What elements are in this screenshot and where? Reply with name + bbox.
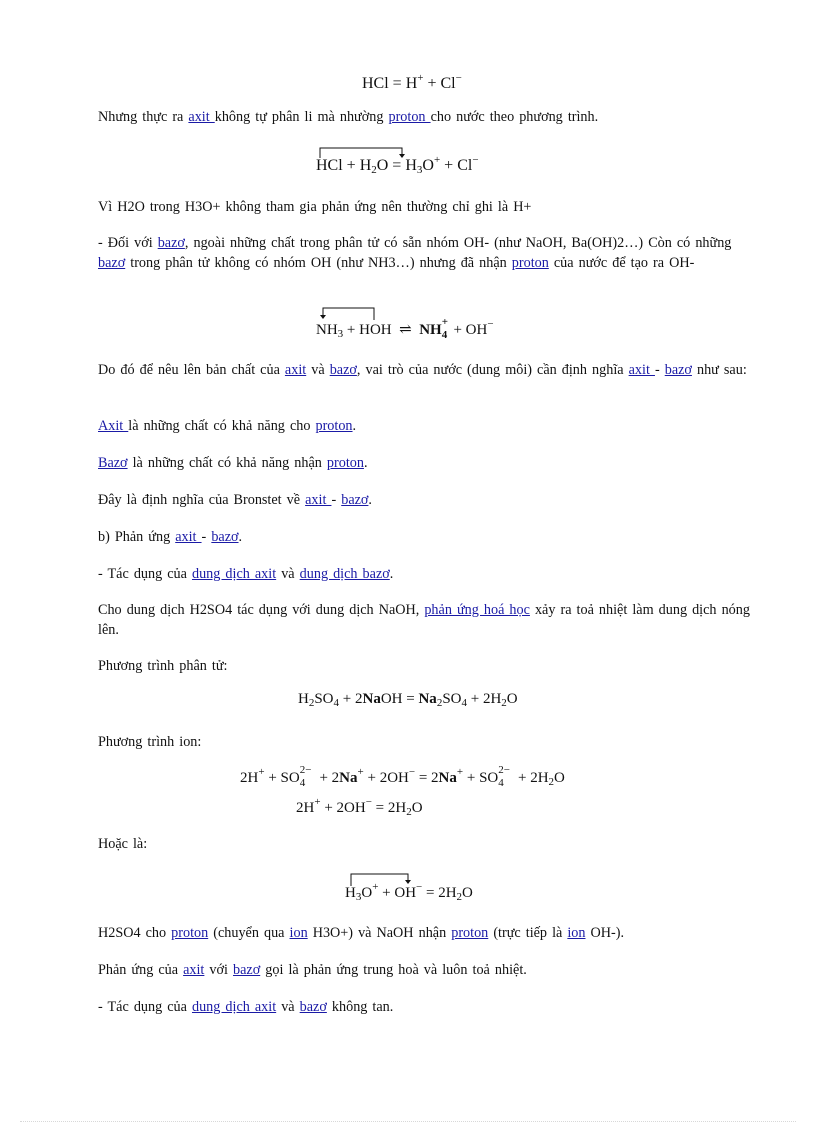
text: H2SO4 cho [98,925,172,941]
eq-text: + 2OH [320,800,366,816]
text: OH-). [585,925,625,941]
link-axit[interactable]: axit [175,529,202,545]
eq-charge: + [372,881,379,893]
equation-hcl-water [316,154,479,176]
eq-text: Na [339,770,358,786]
link-axit[interactable]: axit [305,492,332,508]
paragraph-acid-proton [98,108,758,128]
link-axit[interactable]: axit [628,362,655,378]
text: Do đó để nêu lên bản chất của [98,362,285,378]
link-bazo[interactable]: bazơ [329,362,357,378]
text: cho nước theo phương trình. [430,109,599,125]
eq-subscript: 4 [498,777,504,789]
link-dung-dich-bazo[interactable]: dung dịch bazơ [299,566,390,582]
text: xảy ra toả nhiệt làm dung dịch nóng lên. [98,602,750,638]
paragraph-bronsted [98,491,758,511]
text: không tự phân li mà nhường [214,109,389,125]
text: . [363,455,368,471]
link-dung-dich-axit[interactable]: dung dịch axit [191,999,277,1015]
eq-subscript: 2 [308,697,315,709]
text: của nước để tạo ra OH- [548,254,695,271]
paragraph-acid-definition [98,417,758,437]
eq-text: + OH [378,885,417,901]
text: , ngoài những chất trong phân tử có sẵn nhóm OH- (như NaOH, Ba(OH)2…) Còn có những [184,235,732,251]
eq-subscript: 2 [548,776,555,788]
eq-charge: − [365,796,372,808]
link-phan-ung-hoa-hoc[interactable]: phản ứng hoá học [424,602,530,618]
eq-charge: 2− [498,764,510,776]
eq-charge: + [314,796,321,808]
link-bazo[interactable]: bazơ [299,999,327,1015]
eq-subscript: 4 [441,329,448,341]
eq-text: HCl = H [362,75,418,92]
eq-text: Na [362,691,381,707]
text: là những chất có khả năng nhận [127,455,327,471]
paragraph-insoluble-base [98,998,758,1018]
link-dung-dich-axit[interactable]: dung dịch axit [191,566,277,582]
eq-text: + SO [463,770,499,786]
paragraph-water-role [98,361,758,381]
text: và [276,566,300,582]
eq-super-sub-stack [441,316,450,341]
link-axit[interactable]: axit [188,109,215,125]
eq-subscript: 4 [299,777,306,789]
link-bazo[interactable]: bazơ [341,492,369,508]
text: - Đối với [98,235,158,251]
eq-text: + 2H [514,770,549,786]
eq-charge: − [487,318,494,330]
link-proton[interactable]: proton [171,925,209,941]
eq-text: 2H [240,770,259,786]
equation-ammonia-water [316,318,494,340]
eq-text: Na [418,691,437,707]
link-bazo[interactable]: bazơ [233,962,261,978]
link-ion[interactable]: ion [289,925,308,941]
eq-charge: − [416,881,423,893]
text: . [368,492,372,508]
eq-subscript: 3 [337,328,344,340]
equation-hydronium-hydroxide [345,881,473,903]
text: (chuyển qua [208,925,290,941]
link-bazo[interactable]: bazơ [664,362,692,378]
eq-text: SO [314,691,334,707]
eq-subscript: 2 [436,697,443,709]
eq-text: HCl + H [316,157,372,174]
eq-text: O = H [376,157,417,174]
equation-molecular [298,691,518,709]
eq-text: + 2H [467,691,502,707]
eq-text: NH [316,322,338,338]
eq-text: + Cl [440,157,473,174]
eq-subscript: 3 [416,164,423,176]
text: gọi là phản ứng trung hoà và luôn toả nhiệt. [260,962,527,978]
link-proton[interactable]: proton [511,254,549,271]
eq-charge: + [258,766,265,778]
text: Đây là định nghĩa của Bronstet về [98,492,306,508]
text: Hoặc là: [98,836,148,852]
eq-charge: − [455,72,462,84]
link-bazo[interactable]: bazơ [98,254,126,271]
eq-super-sub-stack [498,764,514,789]
text: - Tác dụng của [98,999,192,1015]
eq-text: O [506,691,518,707]
text: . [352,418,357,434]
eq-text: OH = [380,691,419,707]
eq-charge: − [408,766,416,778]
paragraph-proton-transfer-explanation [98,924,758,944]
text: . [238,529,243,545]
text: H3O+) và NaOH nhận [307,925,452,941]
paragraph-neutralization [98,961,758,981]
eq-charge: − [472,154,479,166]
eq-text: NH [419,322,442,338]
equation-hcl-dissociation [362,72,462,93]
eq-subscript: 4 [333,697,340,709]
eq-text: O [554,770,565,786]
text: không tan. [326,999,394,1015]
eq-charge: + [456,766,464,778]
eq-subscript: 2 [406,806,412,818]
equation-ionic-net [296,796,423,818]
text: - [201,529,212,545]
eq-charge: + [433,154,441,166]
paragraph-solution-interaction [98,565,758,585]
link-axit[interactable]: axit [183,962,205,978]
eq-text: Na [438,770,457,786]
eq-subscript: 3 [355,891,362,903]
eq-charge: + [441,316,448,328]
text: Nhưng thực ra [98,109,189,125]
text: (trực tiếp là [488,925,568,941]
link-bazo[interactable]: bazơ [157,235,185,251]
paragraph-base-definition [98,234,758,273]
text: - Tác dụng của [98,566,192,582]
section-heading-acid-base-reaction [98,528,758,548]
eq-text: O [462,885,473,901]
eq-text: = 2 [415,770,439,786]
text: và [306,362,330,378]
eq-text: + OH [449,322,488,338]
text: Phản ứng của [98,962,184,978]
eq-charge: + [357,766,364,778]
eq-subscript: 2 [371,164,377,176]
paragraph-or-label [98,835,758,855]
eq-text: + 2OH [363,770,409,786]
link-bazo[interactable]: bazơ [211,529,239,545]
text: và [276,999,300,1015]
link-bazo[interactable]: Bazơ [98,455,128,471]
paragraph-base-definition-2 [98,454,758,474]
text: - [654,362,665,378]
link-axit[interactable]: axit [284,362,307,378]
eq-text: = 2H [371,800,407,816]
paragraph-ionic-equation-label [98,733,758,753]
link-proton[interactable]: proton [326,455,364,471]
eq-text: + Cl [423,75,456,92]
eq-charge: + [417,72,424,84]
eq-charge: 2− [299,764,312,776]
text: b) Phản ứng [98,529,176,545]
link-axit[interactable]: Axit [98,418,129,434]
eq-text: + SO [264,770,300,786]
equation-ionic-full [240,766,565,788]
link-proton[interactable]: proton [315,418,353,434]
text: Vì H2O trong H3O+ không tham gia phản ứng nên thường chỉ ghi là H+ [98,199,532,215]
eq-super-sub-stack [299,764,316,789]
eq-subscript: 2 [501,697,507,709]
eq-text: H [345,885,356,901]
link-proton[interactable]: proton [388,109,431,125]
eq-text: + 2 [315,770,340,786]
eq-text: SO [442,691,462,707]
text: Phương trình phân tử: [98,658,228,674]
eq-text: 2H [296,800,315,816]
eq-text: O [361,885,373,901]
eq-text: O [422,157,434,174]
link-proton[interactable]: proton [451,925,489,941]
text: Cho dung dịch H2SO4 tác dụng với dung dịch NaOH, [98,602,425,618]
eq-text: H [298,691,309,707]
text: . [389,566,394,582]
eq-text: + 2 [339,691,363,707]
text: như sau: [691,362,747,378]
paragraph-molecular-equation-label [98,657,758,677]
text: với [204,962,234,978]
text: Phương trình ion: [98,734,202,750]
eq-subscript: 2 [456,891,463,903]
eq-subscript: 4 [461,697,467,709]
text: - [331,492,342,508]
text: , vai trò của nước (dung môi) cần định nghĩa [356,362,629,378]
eq-text: O [411,800,423,816]
page-bottom-divider [20,1121,796,1122]
text: là những chất có khả năng cho [128,418,316,434]
link-ion[interactable]: ion [567,925,586,941]
paragraph-h2so4-naoh [98,601,758,640]
eq-text: + HOH ⇌ [343,322,420,338]
text: trong phân tử không có nhóm OH (như NH3…) nhưng đã nhận [125,254,512,271]
eq-text: = 2H [422,885,457,901]
paragraph-h3o-note [98,198,758,218]
